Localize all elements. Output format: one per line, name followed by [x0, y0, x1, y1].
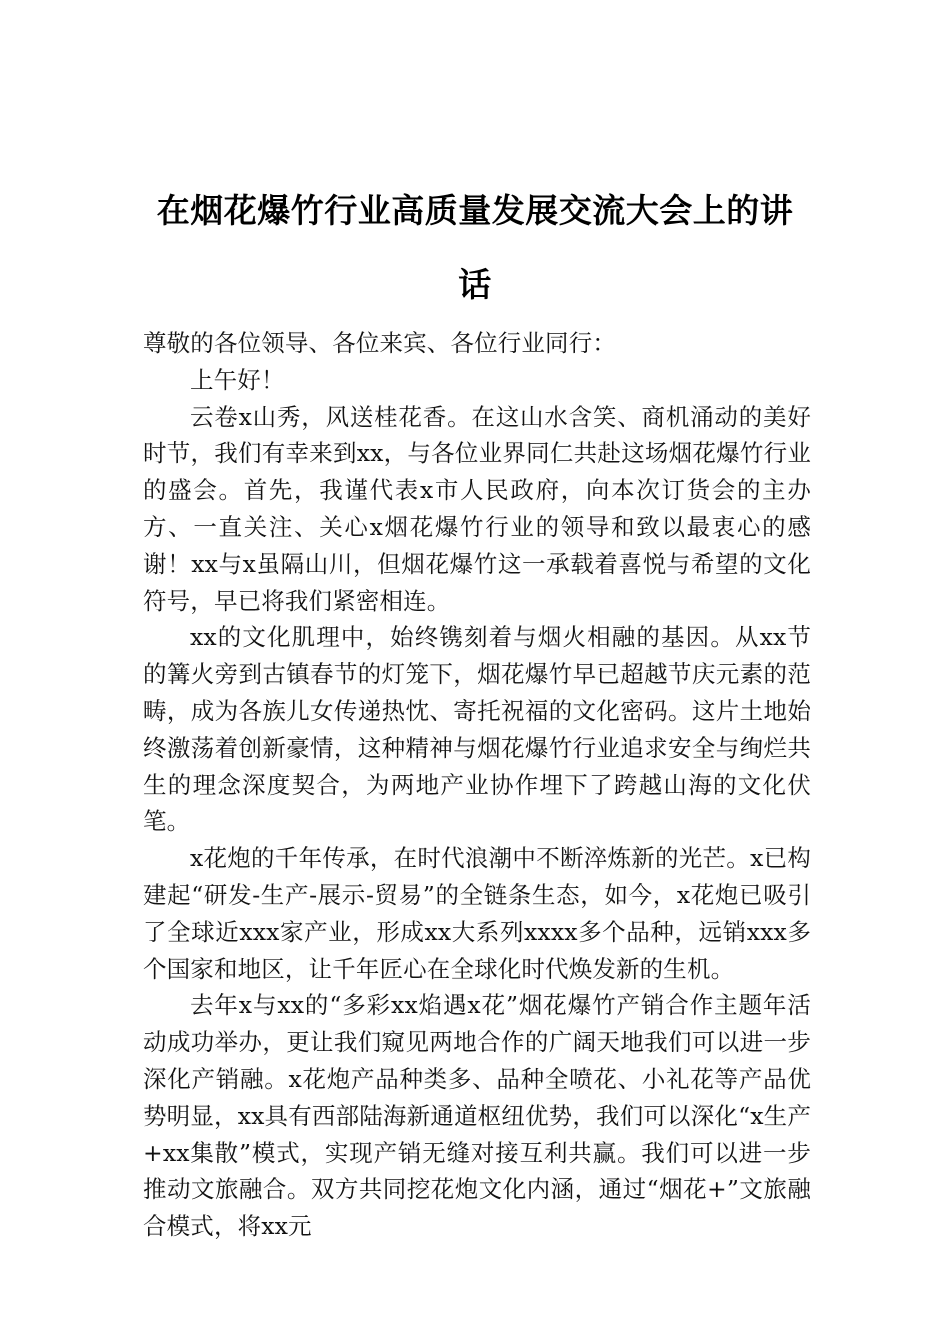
paragraph-opening: 云卷x山秀，风送桂花香。在这山水含笑、商机涌动的美好时节，我们有幸来到xx，与各位业界同仁共赴这场烟花爆竹行业的盛会。首先，我谨代表x市人民政府，向本次订货会的主办方、一直关注、关心x烟花爆竹行业的领导和致以最衷心的感谢！xx与x虽隔山川，但烟花爆竹这一承载着喜悦与希望的文化符号，早已将我们紧密相连。 [143, 402, 811, 615]
document-body [143, 325, 811, 1245]
paragraph-salutation: 尊敬的各位领导、各位来宾、各位行业同行： [143, 329, 616, 357]
page-title: 在烟花爆竹行业高质量发展交流大会上的讲话 [156, 191, 794, 305]
paragraph-heritage: x花炮的千年传承，在时代浪潮中不断淬炼新的光芒。x已构建起“研发-生产-展示-贸易”的全链条生态，如今，x花炮已吸引了全球近xxx家产业，形成xx大系列xxxx多个品种，远销xxx多个国家和地区，让千年匠心在全球化时代焕发新的生机。 [143, 844, 811, 983]
paragraph-greeting: 上午好！ [190, 365, 285, 394]
paragraph-culture: xx的文化肌理中，始终镌刻着与烟火相融的基因。从xx节的篝火旁到古镇春节的灯笼下，烟花爆竹早已超越节庆元素的范畴，成为各族儿女传递热忱、寄托祝福的文化密码。这片土地始终激荡着创新豪情，这种精神与烟花爆竹行业追求安全与绚烂共生的理念深度契合，为两地产业协作埋下了跨越山海的文化伏笔。 [143, 623, 811, 836]
paragraph-cooperation: 去年x与xx的“多彩xx焰遇x花”烟花爆竹产销合作主题年活动成功举办，更让我们窥见两地合作的广阔天地我们可以进一步深化产销融。x花炮产品种类多、品种全喷花、小礼花等产品优势明显，xx具有西部陆海新通道枢纽优势，我们可以深化“x生产+xx集散”模式，实现产销无缝对接互利共赢。我们可以进一步推动文旅融合。双方共同挖花炮文化内涵，通过“烟花+”文旅融合模式，将xx元 [143, 991, 811, 1241]
